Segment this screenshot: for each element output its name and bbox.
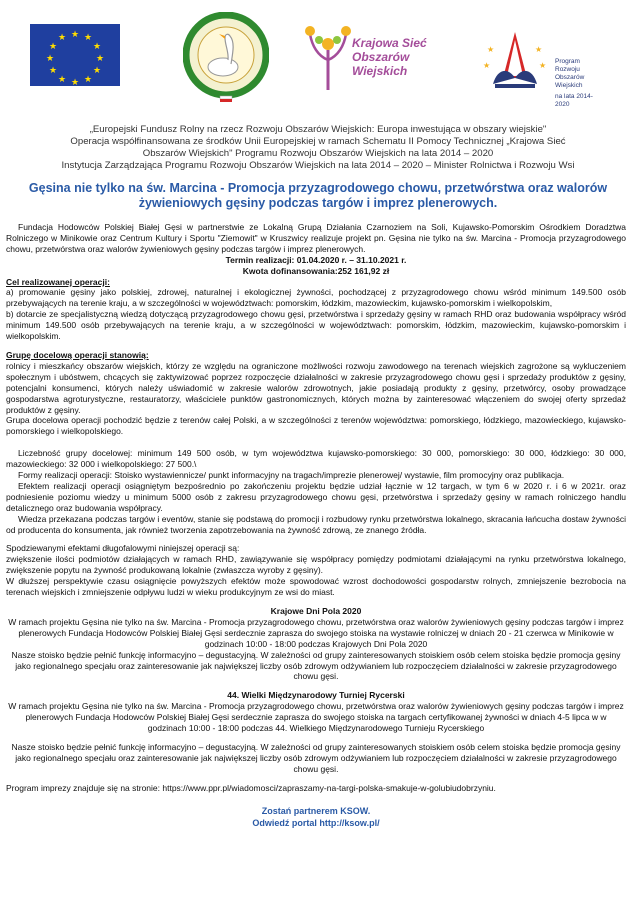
- funding-line-1: „Europejski Fundusz Rolny na rzecz Rozwoju Obszarów Wiejskich: Europa inwestująca w obszary wiejskie": [89, 124, 547, 135]
- longterm-paragraph: zwiększenie ilości podmiotów działających w ramach RHD, zawiązywanie się współpracy pomiędzy podmiotami działającymi na rynku przetwórstwa lokalnego, zwiększenie popytu na żywność produkowaną lokalnie (zwłaszcza wyroby z gęsiny).: [6, 554, 626, 576]
- prow-logo-text: [555, 58, 605, 109]
- event1-paragraph: W ramach projektu Gęsina nie tylko na św. Marcina - Promocja przyzagrodowego chowu, przetwórstwa oraz walorów żywieniowych gęsiny podczas targów i imprez plenerowych Fundacja Hodowców Polskiej Białej Gęsi serdecznie zaprasza do swojego stoiska na wystawie rolniczej w dniach 20 - 21 czerwca w Minikowie w godzinach 10:00 - 18:00 podczas Krajowych Dni Pola 2020: [8, 616, 624, 649]
- target-origin: Grupa docelowa operacji pochodzić będzie z terenów całej Polski, a w szczególności z terenów województwa: pomorskiego, łódzkiego, mazowieckiego, kujawsko-pomorskiego i wielkopolskiego.: [6, 415, 626, 437]
- funding-line-2: Operacja współfinansowana ze środków Unii Europejskiej w ramach Schematu II Pomocy Technicznej „Krajowa Sieć: [70, 136, 566, 147]
- longterm-paragraph-2: W dłuższej perspektywie czasu osiągnięcie powyższych efektów może spowodować wzrost dochodowości gospodarstw rolnych, zmniejszenie bezrobocia na terenach wiejskich i zmniejszenie odpływu ludzi w wieku produkcyjnym ze wsi do miast.: [6, 576, 626, 598]
- star-icon: ★: [46, 53, 55, 63]
- target-heading: Grupę docelową operacji stanowią:: [6, 349, 149, 360]
- goal-b: b) dotarcie ze specjalistyczną wiedzą dotyczącą przyzagrodowego chowu gęsi, przetwórstwa i sprzedaży gęsiny w ramach RHD oraz budowania współpracy wśród minimum 149.500 osób przebywających na terenie kraju, a w szczególności w województwach: pomorskim, łódzkim, mazowieckim, kujawsko-pomorskim i wielkopolskim.: [6, 309, 626, 342]
- amount-line: Kwota dofinansowania:252 161,92 zł: [242, 265, 390, 276]
- footer-portal-link[interactable]: Odwiedź portal http://ksow.pl/: [252, 817, 380, 828]
- prow-line-3: Obszarów: [555, 74, 585, 81]
- prow-line-4: Wiejskich: [555, 82, 583, 89]
- ksow-line-1: Krajowa Sieć: [352, 36, 427, 50]
- intro-paragraph: Fundacja Hodowców Polskiej Białej Gęsi w partnerstwie ze Lokalną Grupą Działania Czarnoziem na Soli, Kujawsko-Pomorskim Ośrodkiem Doradztwa Rolniczego w Minikowie oraz Centrum Kultury i Sportu "Ziemowit" w Kruszwicy realizuje projekt pn. Gęsina nie tylko na św. Marcina - Promocja przyzagrodowego chowu, przetwórstwa oraz walorów żywieniowych gęsiny podczas targów i imprez plenerowych.: [6, 222, 626, 254]
- prow-line-1: Program: [555, 58, 580, 65]
- svg-text:★: ★: [539, 61, 547, 70]
- program-link-text[interactable]: Program imprezy znajduje się na stronie: https://www.ppr.pl/wiadomosci/zapraszamy-na-targi-polska-smakuje-w-golubiudobrzyniu.: [6, 782, 496, 793]
- event1-heading: Krajowe Dni Pola 2020: [270, 606, 362, 616]
- target-paragraph: rolnicy i mieszkańcy obszarów wiejskich, którzy ze względu na ograniczone możliwości rozwoju zawodowego na terenach wiejskich zagrożone są wykluczeniem społecznym i ubóstwem, chcących się zaktywizować poprzez rozpoczęcie działalności w zakresie przyzagrodowego chowu gęsi i sprzedaży produktów z gęsiny, potencjalni konsumenci, których należy uświadomić w zakresie walorów zdrowotnych, jakie posiadają produkty z gęsiny, przetwórcy, osoby prowadzące gospodarstwa agroturystyczne, restauratorzy, właściciele punktów gastronomicznych, których można by zainteresować włączeniem do swojej oferty sprzedaż produktów z gęsiny.: [6, 360, 626, 415]
- term-line: Termin realizacji: 01.04.2020 r. – 31.10.2021 r.: [225, 254, 407, 265]
- funding-line-4: Instytucja Zarządzająca Programu Rozwoju Obszarów Wiejskich na lata 2014 – 2020 – Minister Rolnictwa i Rozwoju Wsi: [61, 160, 575, 171]
- star-icon: ★: [58, 32, 67, 42]
- document-body: [6, 222, 626, 829]
- eu-flag-logo: [30, 24, 120, 86]
- star-icon: ★: [84, 74, 93, 84]
- footer-line-1: Zostań partnerem KSOW.: [261, 805, 371, 816]
- knowledge-paragraph: Wiedza przekazana podczas targów i eventów, stanie się podstawą do promocji i rozbudowy rynku przetwórstwa lokalnego, skracania łańcucha dostaw żywności od producenta do konsumenta, jak również tworzenia zapotrzebowania na żywność zdrową, ze znanego źródła.: [6, 513, 626, 535]
- ksow-logo: [304, 20, 444, 98]
- ksow-logo-text: [352, 36, 444, 78]
- funding-line-3: Obszarów Wiejskich" Programu Rozwoju Obszarów Wiejskich na lata 2014 – 2020: [142, 148, 494, 159]
- page-title: Gęsina nie tylko na św. Marcina - Promocja przyzagrodowego chowu, przetwórstwa oraz walorów żywieniowych gęsiny podczas targów i imprez plenerowych.: [28, 181, 608, 210]
- star-icon: ★: [71, 29, 80, 39]
- event2-paragraph-2: Nasze stoisko będzie pełnić funkcję informacyjno – degustacyjną. W zależności od grupy zainteresowanych stoiskiem osób celem stoiska będzie promocja gęsiny jako regionalnego specjału oraz zainteresowanie jak największej liczby osób zdrowym odżywianiem lub rozpoczęciem działalności w zakresie przyzagrodowego chowu gęsi.: [11, 741, 621, 774]
- event2-paragraph: W ramach projektu Gęsina nie tylko na św. Marcina - Promocja przyzagrodowego chowu, przetwórstwa oraz walorów żywieniowych gęsiny podczas targów i imprez plenerowych Fundacja Hodowców Polskiej Białej Gęsi serdecznie zaprasza do swojego stoiska na targach certyfikowanej żywności w dniach 4-5 lipca w w godzinach 10:00 - 18:00 podczas 44. Wielkiego Międzynarodowego Turnieju Rycerskiego: [8, 701, 624, 734]
- prow-line-2: Rozwoju: [555, 66, 580, 73]
- funding-notice: [20, 124, 616, 172]
- logo-bar: [0, 12, 636, 112]
- goal-heading: Cel realizowanej operacji:: [6, 276, 110, 287]
- svg-text:★: ★: [535, 45, 543, 54]
- footer: [6, 805, 626, 829]
- star-icon: ★: [93, 65, 102, 75]
- star-icon: ★: [49, 41, 58, 51]
- star-icon: ★: [71, 77, 80, 87]
- star-icon: ★: [84, 32, 93, 42]
- star-icon: ★: [49, 65, 58, 75]
- forms-paragraph: Formy realizacji operacji: Stoisko wystawiennicze/ punkt informacyjny na tragach/imprezie plenerowej/ wystawie, film promocyjny oraz publikacja.: [18, 470, 565, 481]
- prow-line-5: na lata 2014-2020: [555, 93, 593, 108]
- fhp-goose-logo: [183, 12, 269, 110]
- effects-paragraph: Efektem realizacji operacji osiągniętym bezpośrednio po zakończeniu projektu będzie udział łącznie w 12 targach, w tym 6 w 2020 r. i 6 w 2021r. oraz podniesienie poziomu wiedzy u minimum 5000 osób z zakresu przyzagrodowego chowu gęsi, przetwórstwa i sprzedaży gęsiny w ramach rolniczego handlu detalicznego oraz budowania współpracy.: [6, 480, 626, 513]
- ksow-line-2: Obszarów Wiejskich: [352, 50, 410, 78]
- event1-paragraph-2: Nasze stoisko będzie pełnić funkcję informacyjno – degustacyjną. W zależności od grupy zainteresowanych stoiskiem osób celem stoiska będzie promocja gęsiny jako regionalnego specjału oraz zainteresowanie jak największej liczby osób zdrowym odżywianiem lub rozpoczęciem działalności w zakresie przyzagrodowego chowu gęsi.: [11, 649, 621, 682]
- svg-text:★: ★: [487, 45, 495, 54]
- star-icon: ★: [96, 53, 105, 63]
- star-icon: ★: [93, 41, 102, 51]
- event2-heading: 44. Wielki Międzynarodowy Turniej Rycerski: [227, 690, 405, 701]
- svg-text:★: ★: [483, 61, 491, 70]
- goal-a: a) promowanie gęsiny jako polskiej, zdrowej, naturalnej i ekologicznej żywności, pochodzącej z przyzagrodowego chowu wśród minimum 149.500 osób przebywających na terenie kraju, a w szczególności w województwach: pomorskim, łódzkim, mazowieckim, kujawsko-pomorskim i wielkopolskim,: [6, 287, 626, 309]
- prow-logo: [477, 26, 607, 106]
- star-icon: ★: [58, 74, 67, 84]
- longterm-heading: Spodziewanymi efektami długofalowymi niniejszej operacji są:: [6, 543, 240, 554]
- count-paragraph: Liczebność grupy docelowej: minimum 149 500 osób, w tym województwa kujawsko-pomorskiego: 30 000, pomorskiego: 30 000, łódzkiego: 30 000, mazowieckiego: 32 000 i wielkopolskiego: 27 500.\: [6, 448, 626, 470]
